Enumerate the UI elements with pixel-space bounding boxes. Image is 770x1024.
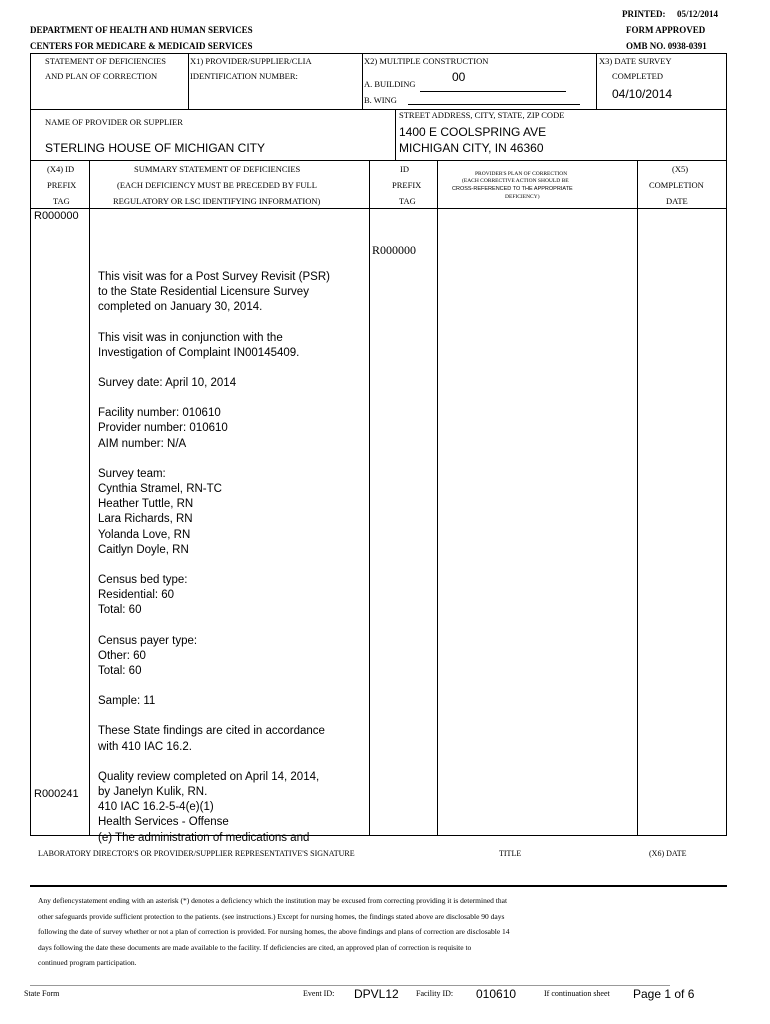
facility-id-label: Facility ID: <box>416 989 454 998</box>
plan-label-4: DEFICIENCY) <box>505 194 540 200</box>
address-line-2: MICHIGAN CITY, IN 46360 <box>399 141 544 155</box>
date-survey-value: 04/10/2014 <box>612 87 673 101</box>
id-prefix-label: PREFIX <box>392 180 422 190</box>
provider-name-label: NAME OF PROVIDER OR SUPPLIER <box>45 117 183 127</box>
provider-name-value: STERLING HOUSE OF MICHIGAN CITY <box>45 141 266 155</box>
paragraph: This visit was for a Post Survey Revisit (PSR) to the State Residential Licensure Survey completed on January 30, 2014. <box>98 271 330 314</box>
x4-id-label: (X4) ID <box>47 164 75 174</box>
x6-date-label: (X6) DATE <box>649 849 687 858</box>
footnote-line: other safeguards provide sufficient protection to the patients. (see instructions.) Except for nursing homes, the findings stated above are disclosable 90 days <box>38 911 505 921</box>
footnote-line: Any defiencystatement ending with an asterisk (*) denotes a deficiency which the institution may be excused from correcting providing it is determined that <box>38 896 508 905</box>
paragraph: Survey date: April 10, 2014 <box>98 377 237 390</box>
facility-id-value: 010610 <box>476 987 517 1001</box>
date-survey-label: X3) DATE SURVEY <box>599 56 672 66</box>
deficiency-footnote <box>38 893 728 971</box>
paragraph: Census payer type: Other: 60 Total: 60 <box>98 634 198 678</box>
plan-correction-label: AND PLAN OF CORRECTION <box>45 71 158 81</box>
x5-label: (X5) <box>672 164 689 174</box>
title-label: TITLE <box>499 849 522 858</box>
printed-label: PRINTED: <box>622 9 666 19</box>
right-tag-r000000: R000000 <box>372 243 417 257</box>
page-number: Page 1 of 6 <box>633 987 695 1001</box>
left-tag-r000241: R000241 <box>34 788 79 800</box>
paragraph: These State findings are cited in accordance with 410 IAC 16.2. <box>98 725 325 753</box>
summary-label-2: (EACH DEFICIENCY MUST BE PRECEDED BY FULL <box>117 180 317 190</box>
printed-date: 05/12/2014 <box>677 9 719 19</box>
identification-number-label: IDENTIFICATION NUMBER: <box>190 71 298 81</box>
address-line-1: 1400 E COOLSPRING AVE <box>399 125 547 139</box>
x4-prefix-label: PREFIX <box>47 180 77 190</box>
department-title: DEPARTMENT OF HEALTH AND HUMAN SERVICES <box>30 25 253 35</box>
summary-statement-text <box>98 270 366 861</box>
plan-label-1: PROVIDER'S PLAN OF CORRECTION <box>475 171 568 177</box>
director-signature-label: LABORATORY DIRECTOR'S OR PROVIDER/SUPPLIER REPRESENTATIVE'S SIGNATURE <box>38 849 355 858</box>
event-id-value: DPVL12 <box>354 987 399 1001</box>
footnote-line: days following the date these documents are made available to the facility. If deficiencies are cited, an approved plan of correction is requisite to <box>38 942 472 952</box>
completed-label: COMPLETED <box>612 71 663 81</box>
summary-label-3: REGULATORY OR LSC IDENTIFYING INFORMATION) <box>113 196 321 206</box>
event-id-label: Event ID: <box>303 989 335 998</box>
multiple-construction-label: X2) MULTIPLE CONSTRUCTION <box>364 56 489 66</box>
id-label: ID <box>400 164 409 174</box>
statement-label: STATEMENT OF DEFICIENCIES <box>45 56 167 66</box>
form-approved: FORM APPROVED <box>626 25 706 35</box>
address-label: STREET ADDRESS, CITY, STATE, ZIP CODE <box>399 110 565 120</box>
x4-tag-label: TAG <box>53 196 70 206</box>
id-tag-label: TAG <box>399 196 416 206</box>
omb-number: OMB NO. 0938-0391 <box>626 41 707 51</box>
plan-label-2: (EACH CORRECTIVE ACTION SHOULD BE <box>462 178 569 184</box>
state-form-label: State Form <box>24 989 60 998</box>
building-value: 00 <box>452 70 466 84</box>
paragraph: Sample: 11 <box>98 695 156 708</box>
left-tag-r000000: R000000 <box>34 210 79 222</box>
completion-label: COMPLETION <box>649 180 704 190</box>
continuation-label: If continuation sheet <box>544 989 610 998</box>
footnote-line: continued program participation. <box>38 958 137 968</box>
x5-date-label: DATE <box>666 196 688 206</box>
footnote-line: following the date of survey whether or not a plan of correction is provided. For nursing homes, the above findings and plans of correction are disclosable 14 <box>38 927 510 937</box>
paragraph: Survey team: Cynthia Stramel, RN-TC Heather Tuttle, RN Lara Richards, RN Yolanda Love, RN Caitlyn Doyle, RN <box>98 467 222 556</box>
paragraph: This visit was in conjunction with the Investigation of Complaint IN00145409. <box>98 331 300 359</box>
building-label: A. BUILDING <box>364 79 416 89</box>
centers-title: CENTERS FOR MEDICARE & MEDICAID SERVICES <box>30 41 253 51</box>
provider-clia-label: X1) PROVIDER/SUPPLIER/CLIA <box>190 56 312 66</box>
paragraph: Census bed type: Residential: 60 Total: 60 <box>98 574 188 617</box>
wing-label: B. WING <box>364 95 397 105</box>
paragraph: Quality review completed on April 14, 2014, by Janelyn Kulik, RN. 410 IAC 16.2-5-4(e)(1) Health Services - Offense (e) The administration of medications and <box>98 770 320 844</box>
paragraph: Facility number: 010610 Provider number: 010610 AIM number: N/A <box>98 407 228 450</box>
summary-label-1: SUMMARY STATEMENT OF DEFICIENCIES <box>134 164 301 174</box>
plan-label-3: CROSS-REFERENCED TO THE APPROPRIATE <box>452 186 573 192</box>
